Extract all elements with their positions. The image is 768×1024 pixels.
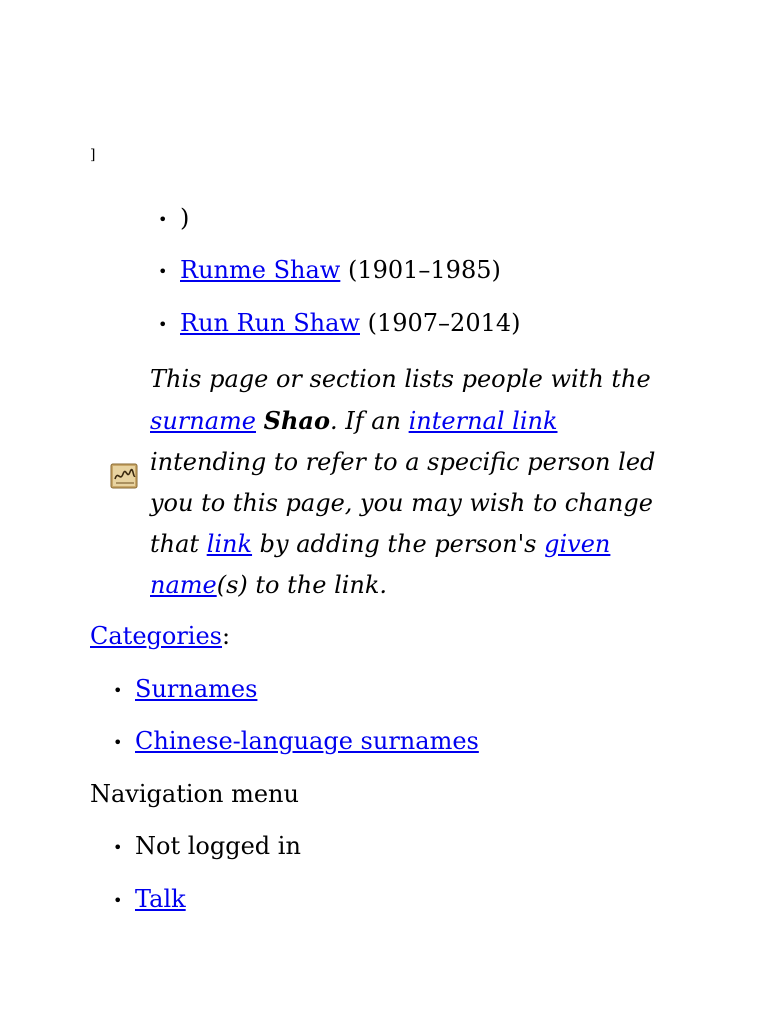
people-item-runme-shaw <box>180 255 501 285</box>
bullet: • <box>158 262 168 281</box>
people-item-run-run-shaw <box>180 308 521 338</box>
navigation-heading: Navigation menu <box>90 780 299 808</box>
surname-link[interactable]: surname <box>150 407 256 435</box>
bullet: • <box>113 681 123 700</box>
nav-item-not-logged-in: Not logged in <box>135 832 301 860</box>
surname-name: Shao <box>263 406 330 435</box>
bullet: • <box>113 838 123 857</box>
run-run-shaw-years: (1907–2014) <box>359 309 521 337</box>
category-item <box>135 674 257 704</box>
signature-icon <box>110 462 140 490</box>
categories-line: Categories: <box>90 622 231 650</box>
bullet: • <box>113 891 123 910</box>
people-item-0: ) <box>180 204 190 232</box>
runme-shaw-years: (1901–1985) <box>340 256 501 284</box>
surname-disambiguation-notice: This page or section lists people with the surname Shao. If an internal link intending to refer to a specific person led you to this page, you may wish to change that link by adding the person's given name(s) to the link. <box>150 365 656 599</box>
bullet: • <box>113 733 123 752</box>
talk-link[interactable]: Talk <box>135 885 186 913</box>
runme-shaw-link[interactable]: Runme Shaw <box>180 256 341 284</box>
run-run-shaw-link[interactable]: Run Run Shaw <box>180 309 360 337</box>
given-name-link[interactable]: given name <box>150 530 611 599</box>
categories-link[interactable]: Categories <box>90 622 222 650</box>
nav-item-talk <box>135 884 186 914</box>
stray-bracket: ] <box>90 147 96 163</box>
category-link-chinese-language-surnames[interactable]: Chinese-language surnames <box>135 727 479 755</box>
bullet: • <box>158 210 168 229</box>
category-item <box>135 726 479 756</box>
category-link-surnames[interactable]: Surnames <box>135 675 258 703</box>
link-link[interactable]: link <box>206 530 253 558</box>
internal-link-link[interactable]: internal link <box>408 407 558 435</box>
bullet: • <box>158 315 168 334</box>
